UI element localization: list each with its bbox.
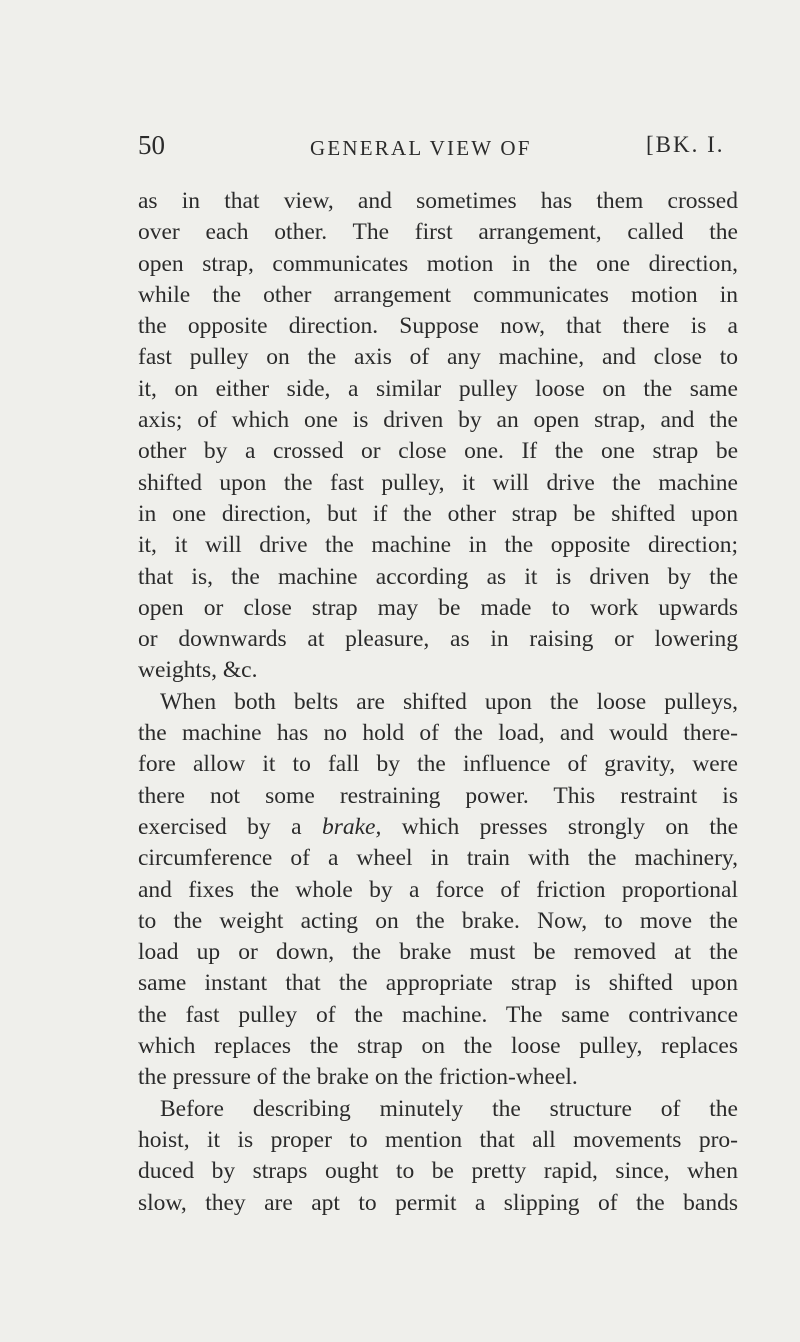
text-line: shifted upon the fast pulley, it will drive the machine bbox=[138, 469, 738, 496]
text-line: which replaces the strap on the loose pulley, replaces bbox=[138, 1033, 738, 1060]
text-line: as in that view, and sometimes has them crossed bbox=[138, 188, 738, 214]
page-number: 50 bbox=[138, 130, 165, 160]
text-line: it, on either side, a similar pulley loose on the same bbox=[138, 375, 738, 402]
text-line: fast pulley on the axis of any machine, and close to bbox=[138, 344, 738, 371]
text-line: other by a crossed or close one. If the one strap be bbox=[138, 438, 738, 465]
text-line: open or close strap may be made to work upwards bbox=[138, 594, 738, 621]
running-title: GENERAL VIEW OF bbox=[310, 136, 532, 160]
text-line: or downwards at pleasure, as in raising or lowering bbox=[138, 626, 738, 653]
text-line: circumference of a wheel in train with the machinery, bbox=[138, 845, 738, 872]
body-text bbox=[138, 186, 738, 1219]
text-line: while the other arrangement communicates motion in bbox=[138, 281, 738, 308]
text-line: weights, &c. bbox=[138, 657, 258, 684]
italic-term-brake: brake, bbox=[321, 813, 382, 840]
paragraph-start-line: When both belts are shifted upon the loose pulleys, bbox=[160, 688, 738, 715]
text-line: duced by straps ought to be pretty rapid, since, when bbox=[138, 1158, 738, 1185]
text-line-with-italic bbox=[138, 812, 738, 843]
text-line: fore allow it to fall by the influence of gravity, were bbox=[138, 751, 738, 778]
text-segment: which presses strongly on the bbox=[401, 813, 738, 840]
text-line: it, it will drive the machine in the opposite direction; bbox=[138, 532, 738, 559]
text-line: that is, the machine according as it is driven by the bbox=[138, 563, 738, 590]
paragraph-start-line: Before describing minutely the structure of the bbox=[160, 1095, 738, 1122]
book-reference: [BK. I. bbox=[646, 132, 725, 157]
text-line: there not some restraining power. This restraint is bbox=[138, 782, 738, 809]
text-line: hoist, it is proper to mention that all movements pro- bbox=[138, 1126, 738, 1153]
text-line: in one direction, but if the other strap be shifted upon bbox=[138, 500, 738, 527]
text-line: slow, they are apt to permit a slipping of the bands bbox=[138, 1189, 738, 1216]
text-line: and fixes the whole by a force of friction proportional bbox=[138, 876, 738, 903]
page-header bbox=[138, 130, 738, 170]
text-line: load up or down, the brake must be removed at the bbox=[138, 939, 738, 966]
text-line: the fast pulley of the machine. The same contrivance bbox=[138, 1001, 738, 1028]
text-line: open strap, communicates motion in the one direction, bbox=[138, 250, 738, 277]
text-line: the pressure of the brake on the friction-wheel. bbox=[138, 1064, 578, 1091]
text-segment: exercised by a bbox=[138, 813, 302, 840]
text-line: the opposite direction. Suppose now, that there is a bbox=[138, 313, 738, 340]
text-line: the machine has no hold of the load, and would there- bbox=[138, 720, 738, 747]
text-line: same instant that the appropriate strap is shifted upon bbox=[138, 970, 738, 997]
text-line: over each other. The first arrangement, called the bbox=[138, 219, 738, 246]
text-line: axis; of which one is driven by an open strap, and the bbox=[138, 407, 738, 434]
text-line: to the weight acting on the brake. Now, to move the bbox=[138, 907, 738, 934]
